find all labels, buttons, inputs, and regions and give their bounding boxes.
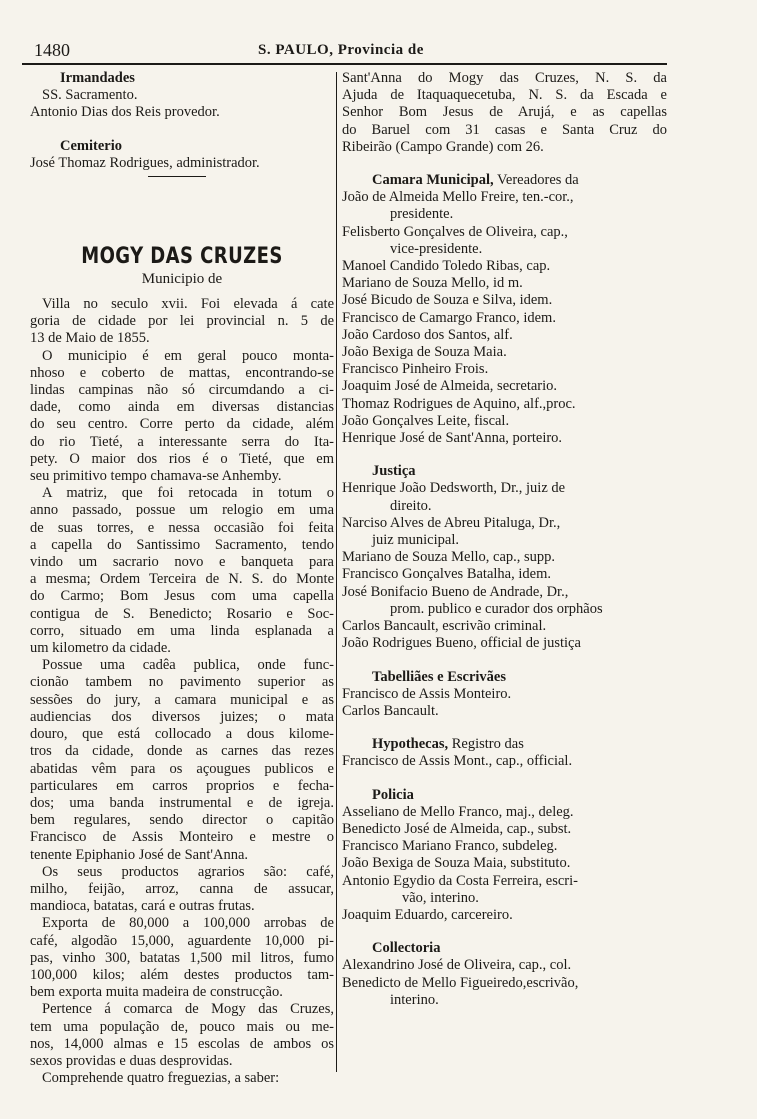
collectoria-list — [342, 957, 667, 1009]
text-line: Francisco de Assis Monteiro e mestre o — [30, 829, 334, 846]
text-line: a mesma; Ordem Terceira de N. S. do Monte — [30, 571, 334, 588]
text-line: nhoso e coberto de mattas, encontrando-se — [30, 364, 334, 381]
collectoria-heading: Collectoria — [372, 940, 441, 957]
text-line: Pertence á comarca de Mogy das Cruzes, — [42, 1001, 334, 1018]
text-line: audiencias dos diversos juizes; o mata — [30, 708, 334, 725]
text-line: Benedicto José de Almeida, cap., subst. — [342, 820, 572, 837]
text-line: do rio Tieté, a interessante serra do Ita- — [30, 433, 334, 450]
text-line: Benedicto de Mello Figueiredo,escrivão, — [342, 974, 579, 991]
hypothecas-heading — [342, 736, 667, 753]
text-line: lindas campinas não só circumdando a ci- — [30, 382, 334, 399]
text-line: Henrique José de Sant'Anna, porteiro. — [342, 430, 563, 447]
text-line: interino. — [390, 991, 439, 1008]
text-line: tenente Epiphanio José de Sant'Anna. — [30, 846, 249, 863]
text-line: Comprehende quatro freguezias, a saber: — [42, 1070, 280, 1087]
text-line: pas, vinho 300, batatas 1,500 mil litros, fumo — [30, 949, 334, 966]
tabelliaes-line: Carlos Bancault. — [342, 702, 439, 719]
text-line: Francisco de Camargo Franco, idem. — [342, 309, 556, 326]
text-line: corro, situado em uma linda esplanada a — [30, 622, 334, 639]
text-line: juiz municipal. — [372, 532, 459, 549]
text-line: vindo um sacrario novo e banqueta para — [30, 554, 334, 571]
policia-list — [342, 804, 667, 924]
text-line: Narciso Alves de Abreu Pitaluga, Dr., — [342, 514, 561, 531]
text-line: Villa no seculo xvii. Foi elevada á cate — [42, 296, 334, 313]
text-line: dade, como ainda em diversas distancias — [30, 399, 334, 416]
left-column — [30, 70, 334, 1087]
text-line: Ajuda de Itaquaquecetuba, N. S. da Escada e — [342, 87, 667, 104]
policia-heading: Policia — [372, 786, 414, 803]
tabelliaes-line: Francisco de Assis Monteiro. — [342, 685, 512, 702]
text-line: Antonio Egydio da Costa Ferreira, escri- — [342, 872, 578, 889]
text-line: de suas torres, e nessa occasião foi feita — [30, 519, 334, 536]
text-line: Francisco Gonçalves Batalha, idem. — [342, 566, 551, 583]
freguezias-text — [342, 70, 667, 156]
text-line: João Bexiga de Souza Maia, substituto. — [342, 855, 571, 872]
camara-heading — [342, 172, 667, 189]
text-line: Exporta de 80,000 a 100,000 arrobas de — [42, 915, 334, 932]
text-line: Joaquim Eduardo, carcereiro. — [342, 906, 513, 923]
camara-heading-bold: Camara Municipal, — [372, 172, 494, 189]
text-line: tem uma população de, pouco mais ou me- — [30, 1018, 334, 1035]
text-line: 13 de Maio de 1855. — [30, 330, 150, 347]
text-line: pety. O maior dos rios é o Tieté, que em — [30, 450, 334, 467]
running-title: S. PAULO, Provincia de — [258, 42, 424, 58]
hypothecas-heading-rest: Registro das — [451, 736, 524, 753]
text-line: Francisco Pinheiro Frois. — [342, 361, 489, 378]
text-line: Francisco Mariano Franco, subdeleg. — [342, 838, 558, 855]
text-line: Alexandrino José de Oliveira, cap., col. — [342, 957, 572, 974]
text-line: vão, interino. — [402, 889, 479, 906]
text-line: sexos providas e duas desprovidas. — [30, 1052, 233, 1069]
text-line: João Cardoso dos Santos, alf. — [342, 326, 513, 343]
text-line: Manoel Candido Toledo Ribas, cap. — [342, 258, 551, 275]
text-line: a capella do Santissimo Sacramento, tendo — [30, 536, 334, 553]
tabelliaes-heading: Tabelliães e Escrivães — [372, 668, 506, 685]
section-title: MOGY DAS CRUZES — [81, 244, 283, 270]
text-line: contigua de S. Benedicto; Rosario e Soc- — [30, 605, 334, 622]
text-line: do Carmo; Bom Jesus com uma capella — [30, 588, 334, 605]
text-line: nos, 14,000 almas e 15 escolas de ambos os — [30, 1035, 334, 1052]
text-line: sessões do jury, a camara municipal e as — [30, 691, 334, 708]
text-line: do seu centro. Corre perto da cidade, além — [30, 416, 334, 433]
text-line: José Bicudo de Souza e Silva, idem. — [342, 292, 553, 309]
justica-list — [342, 480, 667, 652]
text-line: José Bonifacio Bueno de Andrade, Dr., — [342, 583, 569, 600]
hypothecas-heading-bold: Hypothecas, — [372, 736, 449, 753]
text-line: Joaquim José de Almeida, secretario. — [342, 378, 558, 395]
text-line: seu primitivo tempo chamava-se Anhemby. — [30, 468, 282, 485]
text-line: O municipio é em geral pouco monta- — [42, 347, 334, 364]
text-line: 100,000 kilos; além destes productos tam- — [30, 966, 334, 983]
irmandades-heading: Irmandades — [60, 70, 135, 86]
text-line: Sant'Anna do Mogy das Cruzes, N. S. da — [342, 70, 667, 86]
text-line: café, algodão 15,000, aguardente 10,000 pi- — [30, 932, 334, 949]
text-line: prom. publico e curador dos orphãos — [390, 600, 603, 617]
camara-heading-rest: Vereadores da — [497, 172, 579, 189]
page-number: 1480 — [34, 40, 70, 60]
text-line: presidente. — [390, 206, 454, 223]
text-line: cionão tambem no pavimento superior as — [30, 674, 334, 691]
text-line: Mariano de Souza Mello, id m. — [342, 275, 523, 292]
text-line: bem regulares, sendo director o capitão — [30, 812, 334, 829]
camara-list — [342, 189, 667, 447]
text-line: vice-presidente. — [390, 240, 483, 257]
section-separator — [30, 172, 334, 184]
text-line: abatidas vêm para os açougues publicos e — [30, 760, 334, 777]
column-divider — [336, 72, 337, 1072]
text-line: Os seus productos agrarios são: café, — [42, 863, 334, 880]
text-line: mandioca, batatas, cará e outras frutas. — [30, 898, 255, 915]
text-line: Henrique João Dedsworth, Dr., juiz de — [342, 480, 566, 497]
text-line: Carlos Bancault, escrivão criminal. — [342, 618, 547, 635]
right-column — [342, 70, 667, 1009]
text-line: Felisberto Gonçalves de Oliveira, cap., — [342, 223, 568, 240]
text-line: Senhor Bom Jesus de Arujá, e as capellas — [342, 104, 667, 121]
text-line: dos; uma banda instrumental e de igreja. — [30, 794, 334, 811]
text-line: do Baruel com 31 casas e Santa Cruz do — [342, 121, 667, 138]
text-line: direito. — [390, 497, 432, 514]
text-line: João de Almeida Mello Freire, ten.-cor., — [342, 189, 574, 206]
text-line: douro, que está collocado a dous kilome- — [30, 726, 334, 743]
text-line: Thomaz Rodrigues de Aquino, alf.,proc. — [342, 395, 576, 412]
text-line: João Bexiga de Souza Maia. — [342, 344, 507, 361]
hypothecas-line: Francisco de Assis Mont., cap., official. — [342, 753, 573, 770]
irmandades-line: Antonio Dias dos Reis provedor. — [30, 104, 220, 121]
text-line: particulares em carros proprios e fecha- — [30, 777, 334, 794]
text-line: Possue uma cadêa publica, onde func- — [42, 657, 334, 674]
text-line: Ribeirão (Campo Grande) com 26. — [342, 138, 544, 155]
municipio-description — [30, 296, 334, 1087]
header-rule — [22, 63, 667, 65]
text-line: João Rodrigues Bueno, official de justiça — [342, 635, 581, 652]
text-line: anno passado, possue um relogio em uma — [30, 502, 334, 519]
text-line: um kilometro da cidade. — [30, 640, 171, 657]
text-line: João Gonçalves Leite, fiscal. — [342, 412, 510, 429]
text-line: tros da cidade, donde as carnes das rezes — [30, 743, 334, 760]
section-subtitle: Municipio de — [141, 271, 223, 288]
cemiterio-heading: Cemiterio — [60, 137, 122, 154]
cemiterio-line: José Thomaz Rodrigues, administrador. — [30, 154, 260, 171]
text-line: milho, feijão, arroz, canna de assucar, — [30, 880, 334, 897]
text-line: A matriz, que foi retocada in totum o — [42, 485, 334, 502]
page-header — [34, 40, 674, 64]
text-line: bem exporta muita madeira de construcção. — [30, 984, 283, 1001]
text-line: Asseliano de Mello Franco, maj., deleg. — [342, 803, 574, 820]
irmandades-line: SS. Sacramento. — [42, 87, 138, 104]
justica-heading: Justiça — [372, 463, 416, 480]
text-line: goria de cidade por lei provincial n. 5 de — [30, 313, 334, 330]
text-line: Mariano de Souza Mello, cap., supp. — [342, 549, 556, 566]
